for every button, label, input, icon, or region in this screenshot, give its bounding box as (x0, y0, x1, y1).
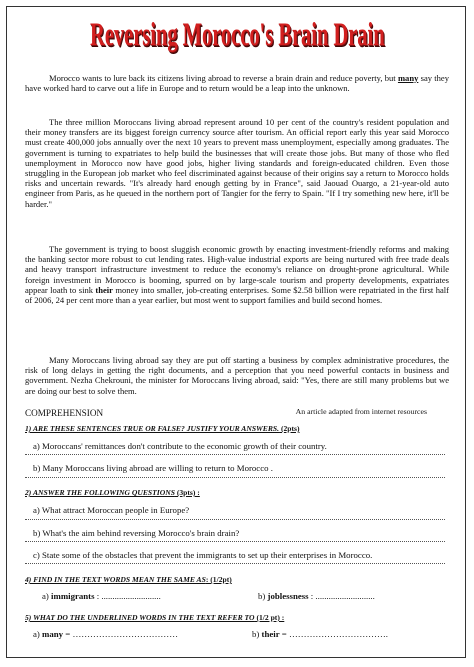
answer-line[interactable] (25, 475, 445, 478)
question-1b: b) Many Moroccans living abroad are willing to return to Morocco . (33, 463, 273, 473)
comprehension-heading-wrap (25, 408, 449, 418)
question-1-text: 1) ARE THESE SENTENCES TRUE OR FALSE? JUSTIFY YOUR ANSWERS. (25, 424, 280, 433)
question-2a: a) What attract Moroccan people in Europe? (33, 505, 190, 515)
question-5-points: (1/2 pt) : (254, 613, 285, 622)
question-2-points: (3pts) : (174, 488, 200, 497)
paragraph-4: Many Moroccans living abroad say they are put off starting a business by complex administrative procedures, the risk of long delays in getting the right documents, and a perception that you need powerful contacts in business and government. Nezha Chekrouni, the minister for Moroccans living abroad, said: "Yes, there are still many problems but we are doing our best to solve them. (25, 355, 449, 396)
answer-line[interactable] (25, 452, 445, 455)
question-5a (33, 629, 178, 639)
paragraph-1 (25, 73, 449, 93)
target-word: joblessness (267, 591, 309, 601)
question-4-text: 4) FIND IN THE TEXT WORDS MEAN THE SAME AS (25, 575, 206, 584)
question-4-heading (25, 575, 232, 584)
item-label: a) (42, 591, 52, 601)
question-2b: b) What's the aim behind reversing Morocco's brain drain? (33, 528, 240, 538)
answer-blank[interactable]: = ……………………………. (279, 629, 388, 639)
paragraph-1-end: say they have worked hard to carve out a life in Europe and to return would be a leap into the unknown. (25, 73, 449, 94)
question-1a: a) Moroccans' remittances don't contribute to the economic growth of their country. (33, 441, 327, 451)
source-credit: An article adapted from internet resources (295, 407, 427, 416)
comprehension-heading: COMPREHENSION (25, 408, 104, 418)
page-title: Reversing Morocco's Brain Drain (90, 17, 385, 53)
paragraph-1-start: Morocco wants to lure back its citizens living abroad to reverse a brain drain and reduce poverty, but (49, 73, 398, 83)
answer-blank[interactable]: = ……………………………… (63, 629, 179, 639)
paragraph-2: The three million Moroccans living abroad represent around 10 per cent of the country's resident population and their money transfers are its biggest foreign currency source after tourism. An official report early this year said Morocco must create 400,000 jobs annually over the next 10 years to prevent mass unemployment, especially among graduates. The government is turning to expatriates to help build the businesses that will create those jobs. But many of those who fled unemployment in Morocco now have good jobs, higher living standards and foreign-educated children. Even those struggling in the European job market who feel discriminated against because of their origins say a return to Morocco holds risks and uncertain rewards. "It's already hard enough getting by in France", said Jaouad Ouargo, a 21-year-old auto engineer from Paris, as he queued in the northern port of Tangier for the ferry to Spain. "If I try something new here, it'll be harder." (25, 117, 449, 209)
question-4b (258, 591, 375, 601)
item-label: a) (33, 629, 43, 639)
paragraph-3-start: The government is trying to boost sluggish economic growth by enacting investment-friendly reforms and making the banking sector more robust to cut lending rates. High-value industrial exports are being nurtured with free trade deals and heavy transport infrastructure investment to reduce the economy's reliance on drought-prone agricultural. While foreign investment in Morocco is booming, spurred on by large-scale tourism and property developments, expatriates appear loath to sink (25, 244, 449, 295)
paragraph-3-end: money into smaller, job-creating enterprises. Some $2.58 billion were repatriated in the first half of 2006, 24 per cent more than a year earlier, but most went to support families and build second homes. (25, 284, 449, 306)
question-1-heading (25, 424, 300, 433)
underlined-word-their: their (95, 284, 113, 295)
answer-line[interactable] (25, 561, 445, 564)
question-5-heading (25, 613, 284, 622)
question-5-text: 5) WHAT DO THE UNDERLINED WORDS IN THE TEXT REFER TO (25, 613, 255, 622)
paragraph-3 (25, 244, 449, 305)
question-4-points: : (1/2pt) (205, 575, 232, 584)
question-1-points: (2pts) (279, 424, 300, 433)
question-2c: c) State some of the obstacles that prevent the immigrants to set up their enterprises in Morocco. (33, 550, 373, 560)
underlined-word-many: many (397, 73, 419, 83)
target-word: their (261, 629, 280, 639)
item-label: b) (258, 591, 268, 601)
target-word: immigrants (51, 591, 95, 601)
answer-blank[interactable]: : ........................... (308, 591, 375, 601)
target-word: many (42, 629, 64, 639)
question-2-heading (25, 488, 200, 497)
answer-line[interactable] (25, 517, 445, 520)
question-5b (252, 629, 388, 639)
answer-blank[interactable]: : ........................... (94, 591, 161, 601)
item-label: b) (252, 629, 262, 639)
question-2-text: 2) ANSWER THE FOLLOWING QUESTIONS (25, 488, 175, 497)
question-4a (42, 591, 161, 601)
answer-line[interactable] (25, 539, 445, 542)
